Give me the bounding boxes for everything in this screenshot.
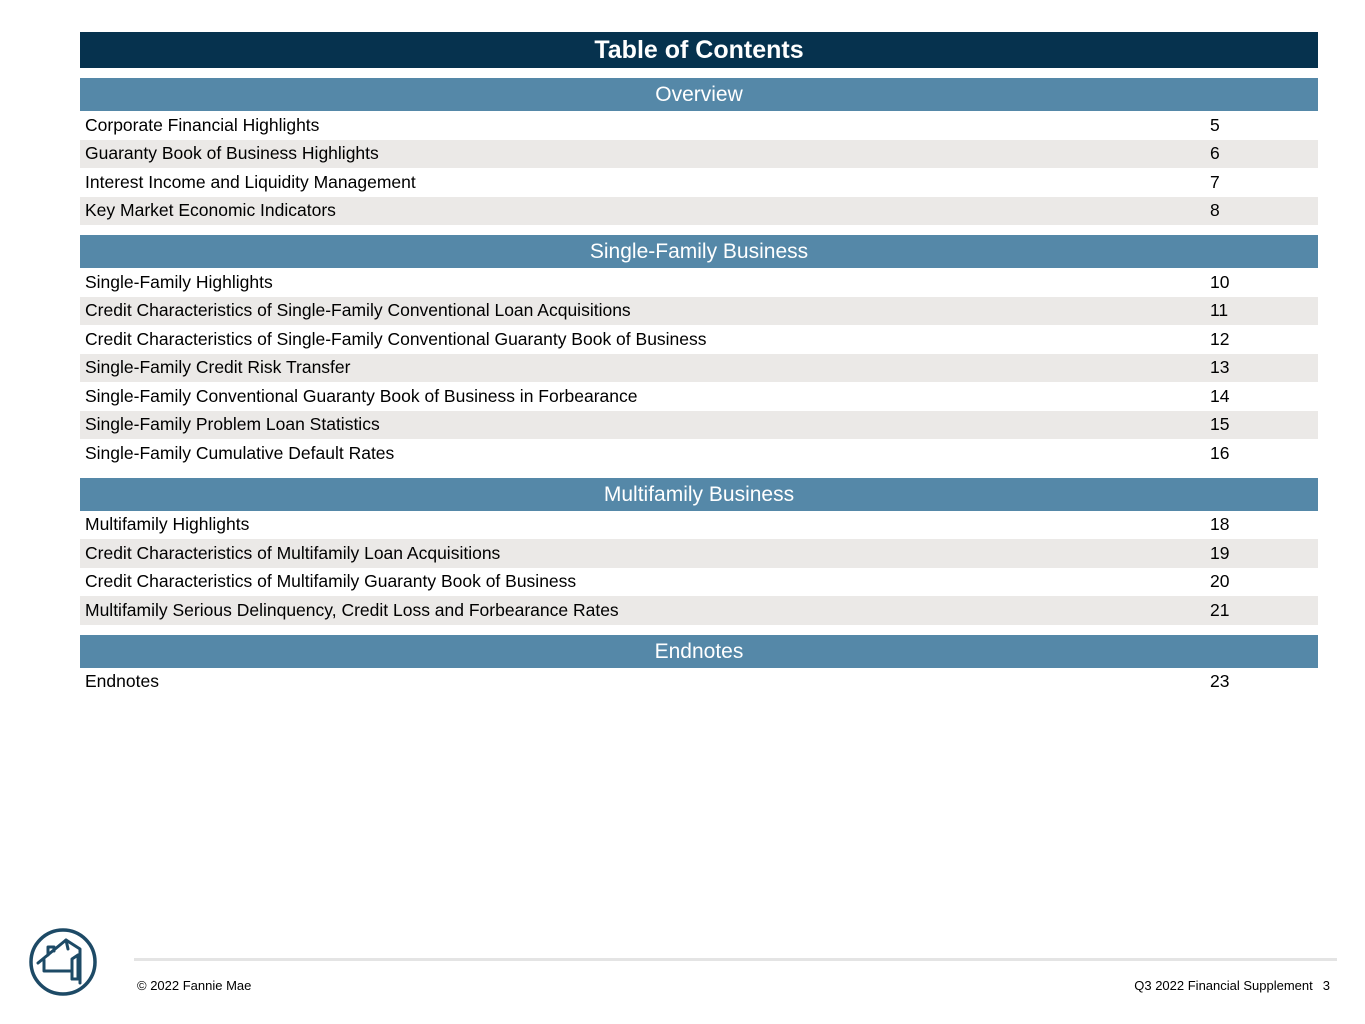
table-of-contents (80, 32, 1318, 696)
toc-row-label: Single-Family Credit Risk Transfer (85, 357, 351, 378)
toc-row-label: Endnotes (85, 671, 159, 692)
toc-row[interactable] (80, 297, 1318, 326)
toc-row-label: Credit Characteristics of Multifamily Loan Acquisitions (85, 542, 501, 563)
toc-row-page: 19 (1210, 542, 1230, 563)
toc-row-page: 13 (1210, 357, 1230, 378)
toc-row-page: 11 (1210, 300, 1229, 321)
toc-row[interactable] (80, 197, 1318, 226)
fannie-mae-house-logo-icon (28, 927, 98, 997)
toc-row-page: 10 (1210, 271, 1230, 292)
section-header: Single-Family Business (80, 235, 1318, 268)
toc-row[interactable] (80, 596, 1318, 625)
toc-row[interactable] (80, 411, 1318, 440)
toc-row-label: Single-Family Conventional Guaranty Book of Business in Forbearance (85, 385, 638, 406)
toc-row-label: Corporate Financial Highlights (85, 114, 320, 135)
toc-row[interactable] (80, 354, 1318, 383)
toc-row[interactable] (80, 511, 1318, 540)
toc-row[interactable] (80, 140, 1318, 169)
toc-row-label: Interest Income and Liquidity Management (85, 171, 416, 192)
section-multifamily (80, 478, 1318, 625)
toc-row-page: 6 (1210, 143, 1220, 164)
toc-row-label: Credit Characteristics of Single-Family Conventional Loan Acquisitions (85, 300, 631, 321)
footer-document-info (1134, 978, 1330, 993)
footer-document-title: Q3 2022 Financial Supplement (1134, 978, 1313, 993)
section-header: Overview (80, 78, 1318, 111)
toc-row[interactable] (80, 382, 1318, 411)
toc-row-page: 12 (1210, 328, 1230, 349)
toc-row-label: Credit Characteristics of Multifamily Guaranty Book of Business (85, 571, 577, 592)
toc-row[interactable] (80, 439, 1318, 468)
toc-row-label: Key Market Economic Indicators (85, 200, 336, 221)
footer-copyright: © 2022 Fannie Mae (137, 978, 252, 993)
toc-row-label: Single-Family Highlights (85, 271, 273, 292)
toc-row[interactable] (80, 325, 1318, 354)
section-header: Multifamily Business (80, 478, 1318, 511)
toc-row-label: Single-Family Problem Loan Statistics (85, 414, 380, 435)
toc-row[interactable] (80, 668, 1318, 697)
section-overview (80, 78, 1318, 225)
toc-title: Table of Contents (80, 32, 1318, 68)
footer-divider (134, 958, 1337, 961)
toc-row-label: Multifamily Highlights (85, 514, 250, 535)
toc-row[interactable] (80, 539, 1318, 568)
toc-row-label: Single-Family Cumulative Default Rates (85, 442, 395, 463)
toc-row-page: 14 (1210, 385, 1230, 406)
toc-row-page: 15 (1210, 414, 1230, 435)
section-header: Endnotes (80, 635, 1318, 668)
toc-row-label: Credit Characteristics of Single-Family Conventional Guaranty Book of Business (85, 328, 707, 349)
footer-page-number: 3 (1322, 978, 1330, 993)
toc-row-page: 8 (1210, 200, 1220, 221)
toc-row-label: Multifamily Serious Delinquency, Credit Loss and Forbearance Rates (85, 599, 619, 620)
toc-row-page: 23 (1210, 671, 1230, 692)
toc-row[interactable] (80, 168, 1318, 197)
toc-row-label: Guaranty Book of Business Highlights (85, 143, 379, 164)
toc-row[interactable] (80, 111, 1318, 140)
toc-row-page: 16 (1210, 442, 1230, 463)
section-single-family (80, 235, 1318, 468)
toc-row-page: 20 (1210, 571, 1230, 592)
toc-row-page: 5 (1210, 114, 1220, 135)
toc-row-page: 7 (1210, 171, 1220, 192)
toc-row[interactable] (80, 568, 1318, 597)
toc-row-page: 18 (1210, 514, 1230, 535)
toc-row-page: 21 (1210, 599, 1230, 620)
toc-row[interactable] (80, 268, 1318, 297)
section-endnotes (80, 635, 1318, 697)
